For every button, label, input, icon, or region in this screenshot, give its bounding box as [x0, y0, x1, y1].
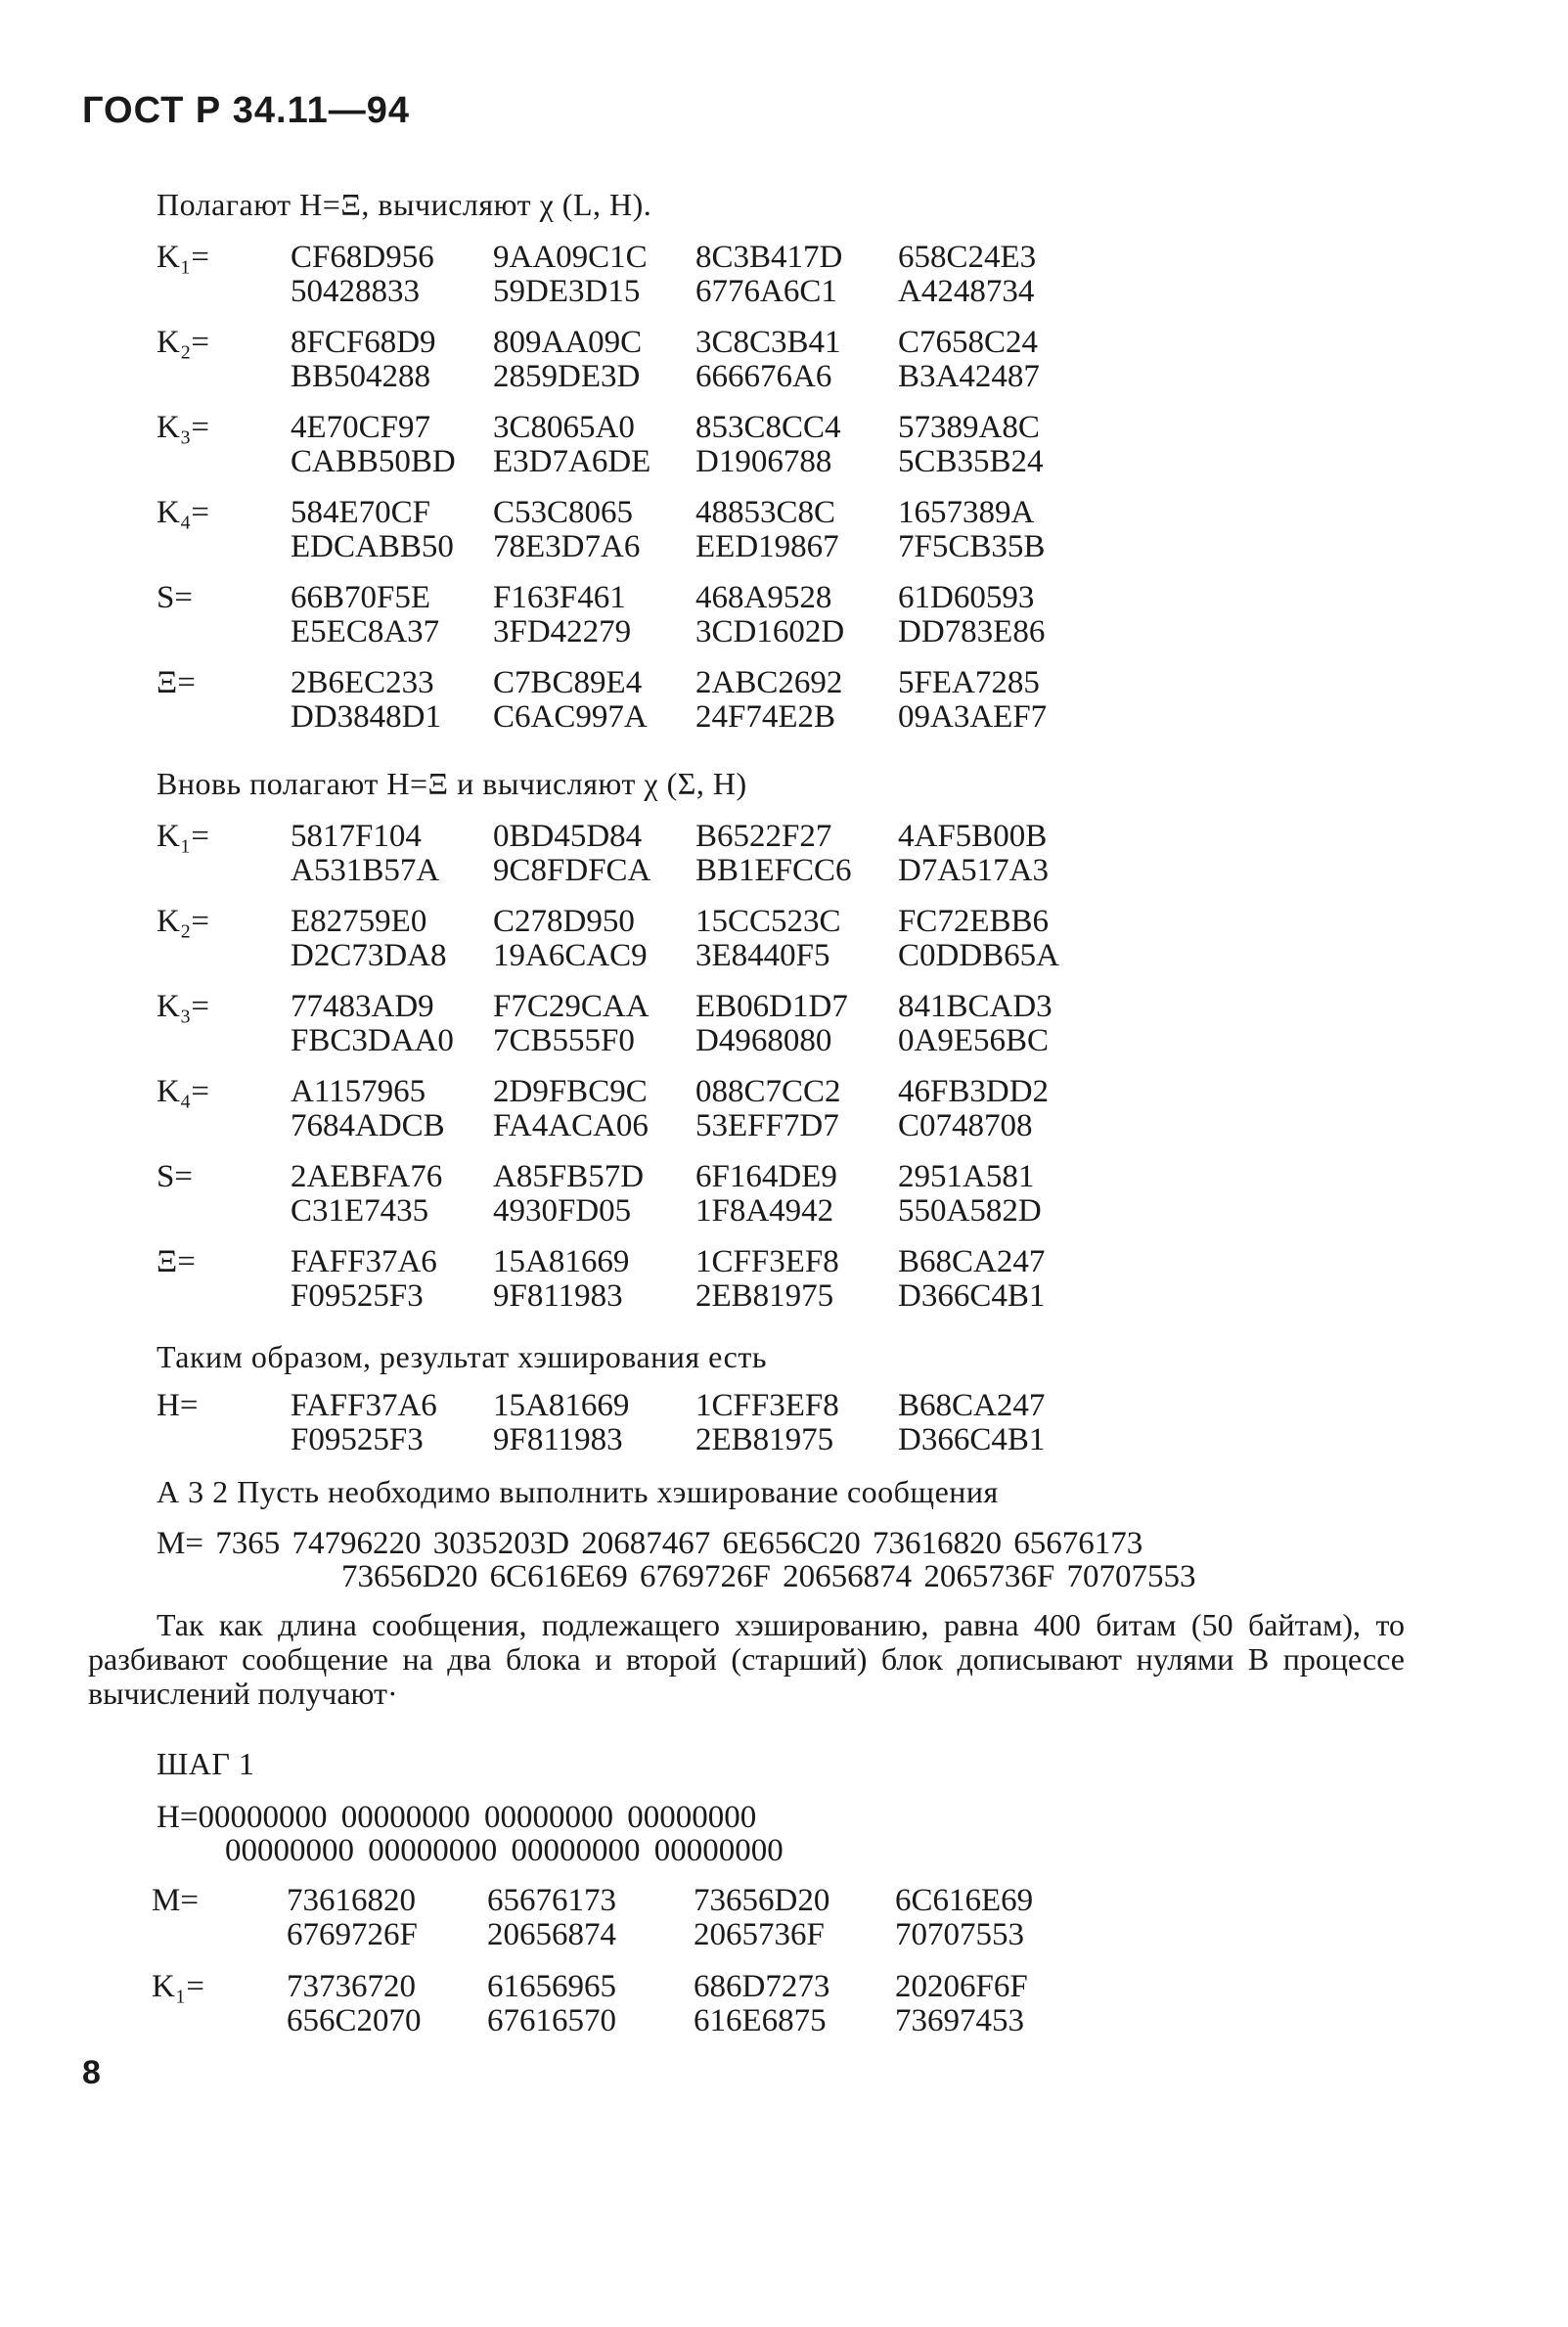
- value-label: K₃=: [157, 989, 209, 1024]
- hex-word: 0BD45D84: [493, 819, 643, 854]
- result-block: [157, 1389, 1135, 1459]
- hex-word: 6769726F: [287, 1917, 418, 1952]
- hex-word: 666676A6: [695, 359, 832, 394]
- hex-word: F7C29CAA: [493, 989, 650, 1024]
- hex-word: 658C24E3: [898, 240, 1037, 275]
- hex-word: 3FD42279: [493, 614, 632, 649]
- hex-word: 9AA09C1C: [493, 240, 648, 275]
- result-label: H=: [157, 1388, 199, 1423]
- hex-word: 2951A581: [898, 1159, 1035, 1194]
- body-paragraph: Так как длина сообщения, подлежащего хэшированию, равна 400 битам (50 байтам), то разбивают сообщение на два блока и второй (старший) блок дописывают нулями В процессе вычислений получают·: [88, 1607, 1405, 1711]
- hex-word: A4248734: [898, 274, 1035, 309]
- hex-word: CABB50BD: [291, 444, 456, 479]
- hex-word: 24F74E2B: [695, 699, 836, 735]
- value-block: [152, 1884, 1130, 1954]
- hex-word: 73616820: [287, 1883, 416, 1918]
- hex-word: EDCABB50: [291, 529, 454, 564]
- hex-word: 67616570: [487, 2003, 616, 2038]
- hex-word: B3A42487: [898, 359, 1040, 394]
- hex-word: 686D7273: [694, 1969, 830, 2004]
- hex-word: DD783E86: [898, 614, 1046, 649]
- hex-word: 2EB81975: [695, 1422, 834, 1457]
- hex-word: C6AC997A: [493, 699, 648, 735]
- h-line-1: H=00000000 00000000 00000000 00000000: [157, 1800, 757, 1835]
- value-block: [152, 1970, 1130, 2040]
- value-label: Ξ=: [157, 665, 196, 700]
- hex-word: 2D9FBC9C: [493, 1074, 648, 1109]
- value-block: [157, 496, 1135, 566]
- hex-word: 8C3B417D: [695, 240, 843, 275]
- hex-word: 088C7CC2: [695, 1074, 841, 1109]
- hex-word: FBC3DAA0: [291, 1023, 454, 1058]
- hex-word: C0DDB65A: [898, 938, 1060, 973]
- hex-word: 4930FD05: [493, 1193, 632, 1229]
- hex-word: DD3848D1: [291, 699, 441, 735]
- hex-word: 468A9528: [695, 580, 832, 615]
- hex-word: 1CFF3EF8: [695, 1388, 839, 1423]
- hex-word: B68CA247: [898, 1388, 1046, 1423]
- hex-word: FAFF37A6: [291, 1244, 437, 1279]
- hex-word: 656C2070: [287, 2003, 422, 2038]
- value-label: Ξ=: [157, 1244, 196, 1279]
- value-block: [157, 326, 1135, 396]
- section-a32: А 3 2 Пусть необходимо выполнить хэширование сообщения: [157, 1474, 999, 1509]
- hex-word: 6C616E69: [895, 1883, 1034, 1918]
- hex-word: 2B6EC233: [291, 665, 434, 700]
- hex-word: BB1EFCC6: [695, 853, 852, 888]
- hex-word: 8FCF68D9: [291, 325, 436, 360]
- value-label: M=: [152, 1883, 199, 1918]
- value-block: [157, 1245, 1135, 1316]
- hex-word: 550A582D: [898, 1193, 1042, 1229]
- hex-word: 616E6875: [694, 2003, 827, 2038]
- hex-word: 5CB35B24: [898, 444, 1044, 479]
- value-label: K₄=: [157, 495, 209, 530]
- hex-word: 1657389A: [898, 495, 1035, 530]
- hex-word: 73697453: [895, 2003, 1024, 2038]
- intro-line-1: Полагают H=Ξ, вычисляют χ (L, H).: [157, 187, 652, 222]
- hex-word: BB504288: [291, 359, 431, 394]
- hex-word: B68CA247: [898, 1244, 1046, 1279]
- hex-word: C31E7435: [291, 1193, 429, 1229]
- hex-word: F163F461: [493, 580, 626, 615]
- hex-word: C278D950: [493, 904, 635, 939]
- page-number: 8: [82, 2054, 101, 2091]
- hex-word: 19A6CAC9: [493, 938, 648, 973]
- hex-word: 3CD1602D: [695, 614, 845, 649]
- hex-word: 6F164DE9: [695, 1159, 837, 1194]
- value-label: K₄=: [157, 1074, 209, 1109]
- hex-word: 2ABC2692: [695, 665, 843, 700]
- hex-word: A1157965: [291, 1074, 426, 1109]
- hex-word: 7CB555F0: [493, 1023, 635, 1058]
- hex-word: C53C8065: [493, 495, 634, 530]
- hex-word: C0748708: [898, 1108, 1033, 1143]
- hex-word: 1CFF3EF8: [695, 1244, 839, 1279]
- value-label: K₁=: [157, 240, 209, 275]
- hex-word: 1F8A4942: [695, 1193, 834, 1229]
- hex-word: 6776A6C1: [695, 274, 837, 309]
- hex-word: EB06D1D7: [695, 989, 848, 1024]
- value-block: [157, 905, 1135, 975]
- hex-word: E5EC8A37: [291, 614, 440, 649]
- hex-word: 77483AD9: [291, 989, 434, 1024]
- hex-word: 7F5CB35B: [898, 529, 1046, 564]
- value-block: [157, 820, 1135, 890]
- hex-word: D366C4B1: [898, 1278, 1046, 1314]
- hex-word: 50428833: [291, 274, 420, 309]
- value-block: [157, 666, 1135, 737]
- hex-word: 20206F6F: [895, 1969, 1028, 2004]
- result-intro: Таким образом, результат хэширования есть: [157, 1339, 767, 1374]
- hex-word: CF68D956: [291, 240, 434, 275]
- hex-word: 73736720: [287, 1969, 416, 2004]
- hex-word: 15CC523C: [695, 904, 841, 939]
- value-label: K₁=: [157, 819, 209, 854]
- value-label: S=: [157, 1159, 193, 1194]
- hex-word: F09525F3: [291, 1278, 424, 1314]
- hex-word: 73656D20: [694, 1883, 830, 1918]
- hex-word: 4E70CF97: [291, 410, 431, 445]
- hex-word: 5817F104: [291, 819, 422, 854]
- hex-word: 61656965: [487, 1969, 616, 2004]
- hex-word: 3C8065A0: [493, 410, 635, 445]
- step-title: ШАГ 1: [157, 1746, 255, 1781]
- hex-word: A531B57A: [291, 853, 440, 888]
- value-block: [157, 411, 1135, 481]
- message-line-1: M= 7365 74796220 3035203D 20687467 6E656C20 73616820 65676173: [157, 1526, 1143, 1561]
- hex-word: 853C8CC4: [695, 410, 841, 445]
- hex-word: 4AF5B00B: [898, 819, 1048, 854]
- hex-word: C7BC89E4: [493, 665, 643, 700]
- value-label: S=: [157, 580, 193, 615]
- document-header: ГОСТ Р 34.11—94: [82, 90, 411, 131]
- hex-word: D1906788: [695, 444, 832, 479]
- hex-word: 3C8C3B41: [695, 325, 841, 360]
- intro-line-2: Вновь полагают H=Ξ и вычисляют χ (Σ, H): [157, 766, 747, 801]
- hex-word: 70707553: [895, 1917, 1024, 1952]
- hex-word: FC72EBB6: [898, 904, 1050, 939]
- value-block: [157, 1075, 1135, 1145]
- hex-word: D2C73DA8: [291, 938, 447, 973]
- hex-word: E82759E0: [291, 904, 427, 939]
- hex-word: E3D7A6DE: [493, 444, 651, 479]
- hex-word: 2AEBFA76: [291, 1159, 443, 1194]
- hex-word: 15A81669: [493, 1388, 630, 1423]
- hex-word: 2859DE3D: [493, 359, 641, 394]
- hex-word: 841BCAD3: [898, 989, 1053, 1024]
- hex-word: 20656874: [487, 1917, 616, 1952]
- value-block: [157, 581, 1135, 651]
- hex-word: 2EB81975: [695, 1278, 834, 1314]
- hex-word: 15A81669: [493, 1244, 630, 1279]
- value-block: [157, 1160, 1135, 1231]
- hex-word: 59DE3D15: [493, 274, 641, 309]
- hex-word: 0A9E56BC: [898, 1023, 1050, 1058]
- hex-word: FA4ACA06: [493, 1108, 649, 1143]
- hex-word: 9F811983: [493, 1422, 623, 1457]
- hex-word: D4968080: [695, 1023, 832, 1058]
- hex-word: A85FB57D: [493, 1159, 645, 1194]
- value-label: K₃=: [157, 410, 209, 445]
- hex-word: 584E70CF: [291, 495, 431, 530]
- hex-word: 46FB3DD2: [898, 1074, 1050, 1109]
- hex-word: 78E3D7A6: [493, 529, 641, 564]
- hex-word: 3E8440F5: [695, 938, 830, 973]
- hex-word: 809AA09C: [493, 325, 643, 360]
- hex-word: 65676173: [487, 1883, 616, 1918]
- hex-word: 7684ADCB: [291, 1108, 445, 1143]
- h-line-2: 00000000 00000000 00000000 00000000: [225, 1833, 784, 1868]
- hex-word: 2065736F: [694, 1917, 825, 1952]
- hex-word: D366C4B1: [898, 1422, 1046, 1457]
- hex-word: 53EFF7D7: [695, 1108, 839, 1143]
- hex-word: 61D60593: [898, 580, 1035, 615]
- value-label: K₂=: [157, 325, 209, 360]
- hex-word: EED19867: [695, 529, 839, 564]
- hex-word: D7A517A3: [898, 853, 1049, 888]
- hex-word: 48853C8C: [695, 495, 836, 530]
- hex-word: 09A3AEF7: [898, 699, 1048, 735]
- hex-word: 9F811983: [493, 1278, 623, 1314]
- value-label: K₁=: [152, 1969, 204, 2004]
- hex-word: 5FEA7285: [898, 665, 1040, 700]
- hex-word: B6522F27: [695, 819, 832, 854]
- message-line-2: 73656D20 6C616E69 6769726F 20656874 2065736F 70707553: [341, 1559, 1196, 1594]
- value-block: [157, 241, 1135, 311]
- value-block: [157, 990, 1135, 1060]
- hex-word: 66B70F5E: [291, 580, 431, 615]
- hex-word: C7658C24: [898, 325, 1039, 360]
- hex-word: FAFF37A6: [291, 1388, 437, 1423]
- value-label: K₂=: [157, 904, 209, 939]
- hex-word: 57389A8C: [898, 410, 1040, 445]
- hex-word: 9C8FDFCA: [493, 853, 651, 888]
- hex-word: F09525F3: [291, 1422, 424, 1457]
